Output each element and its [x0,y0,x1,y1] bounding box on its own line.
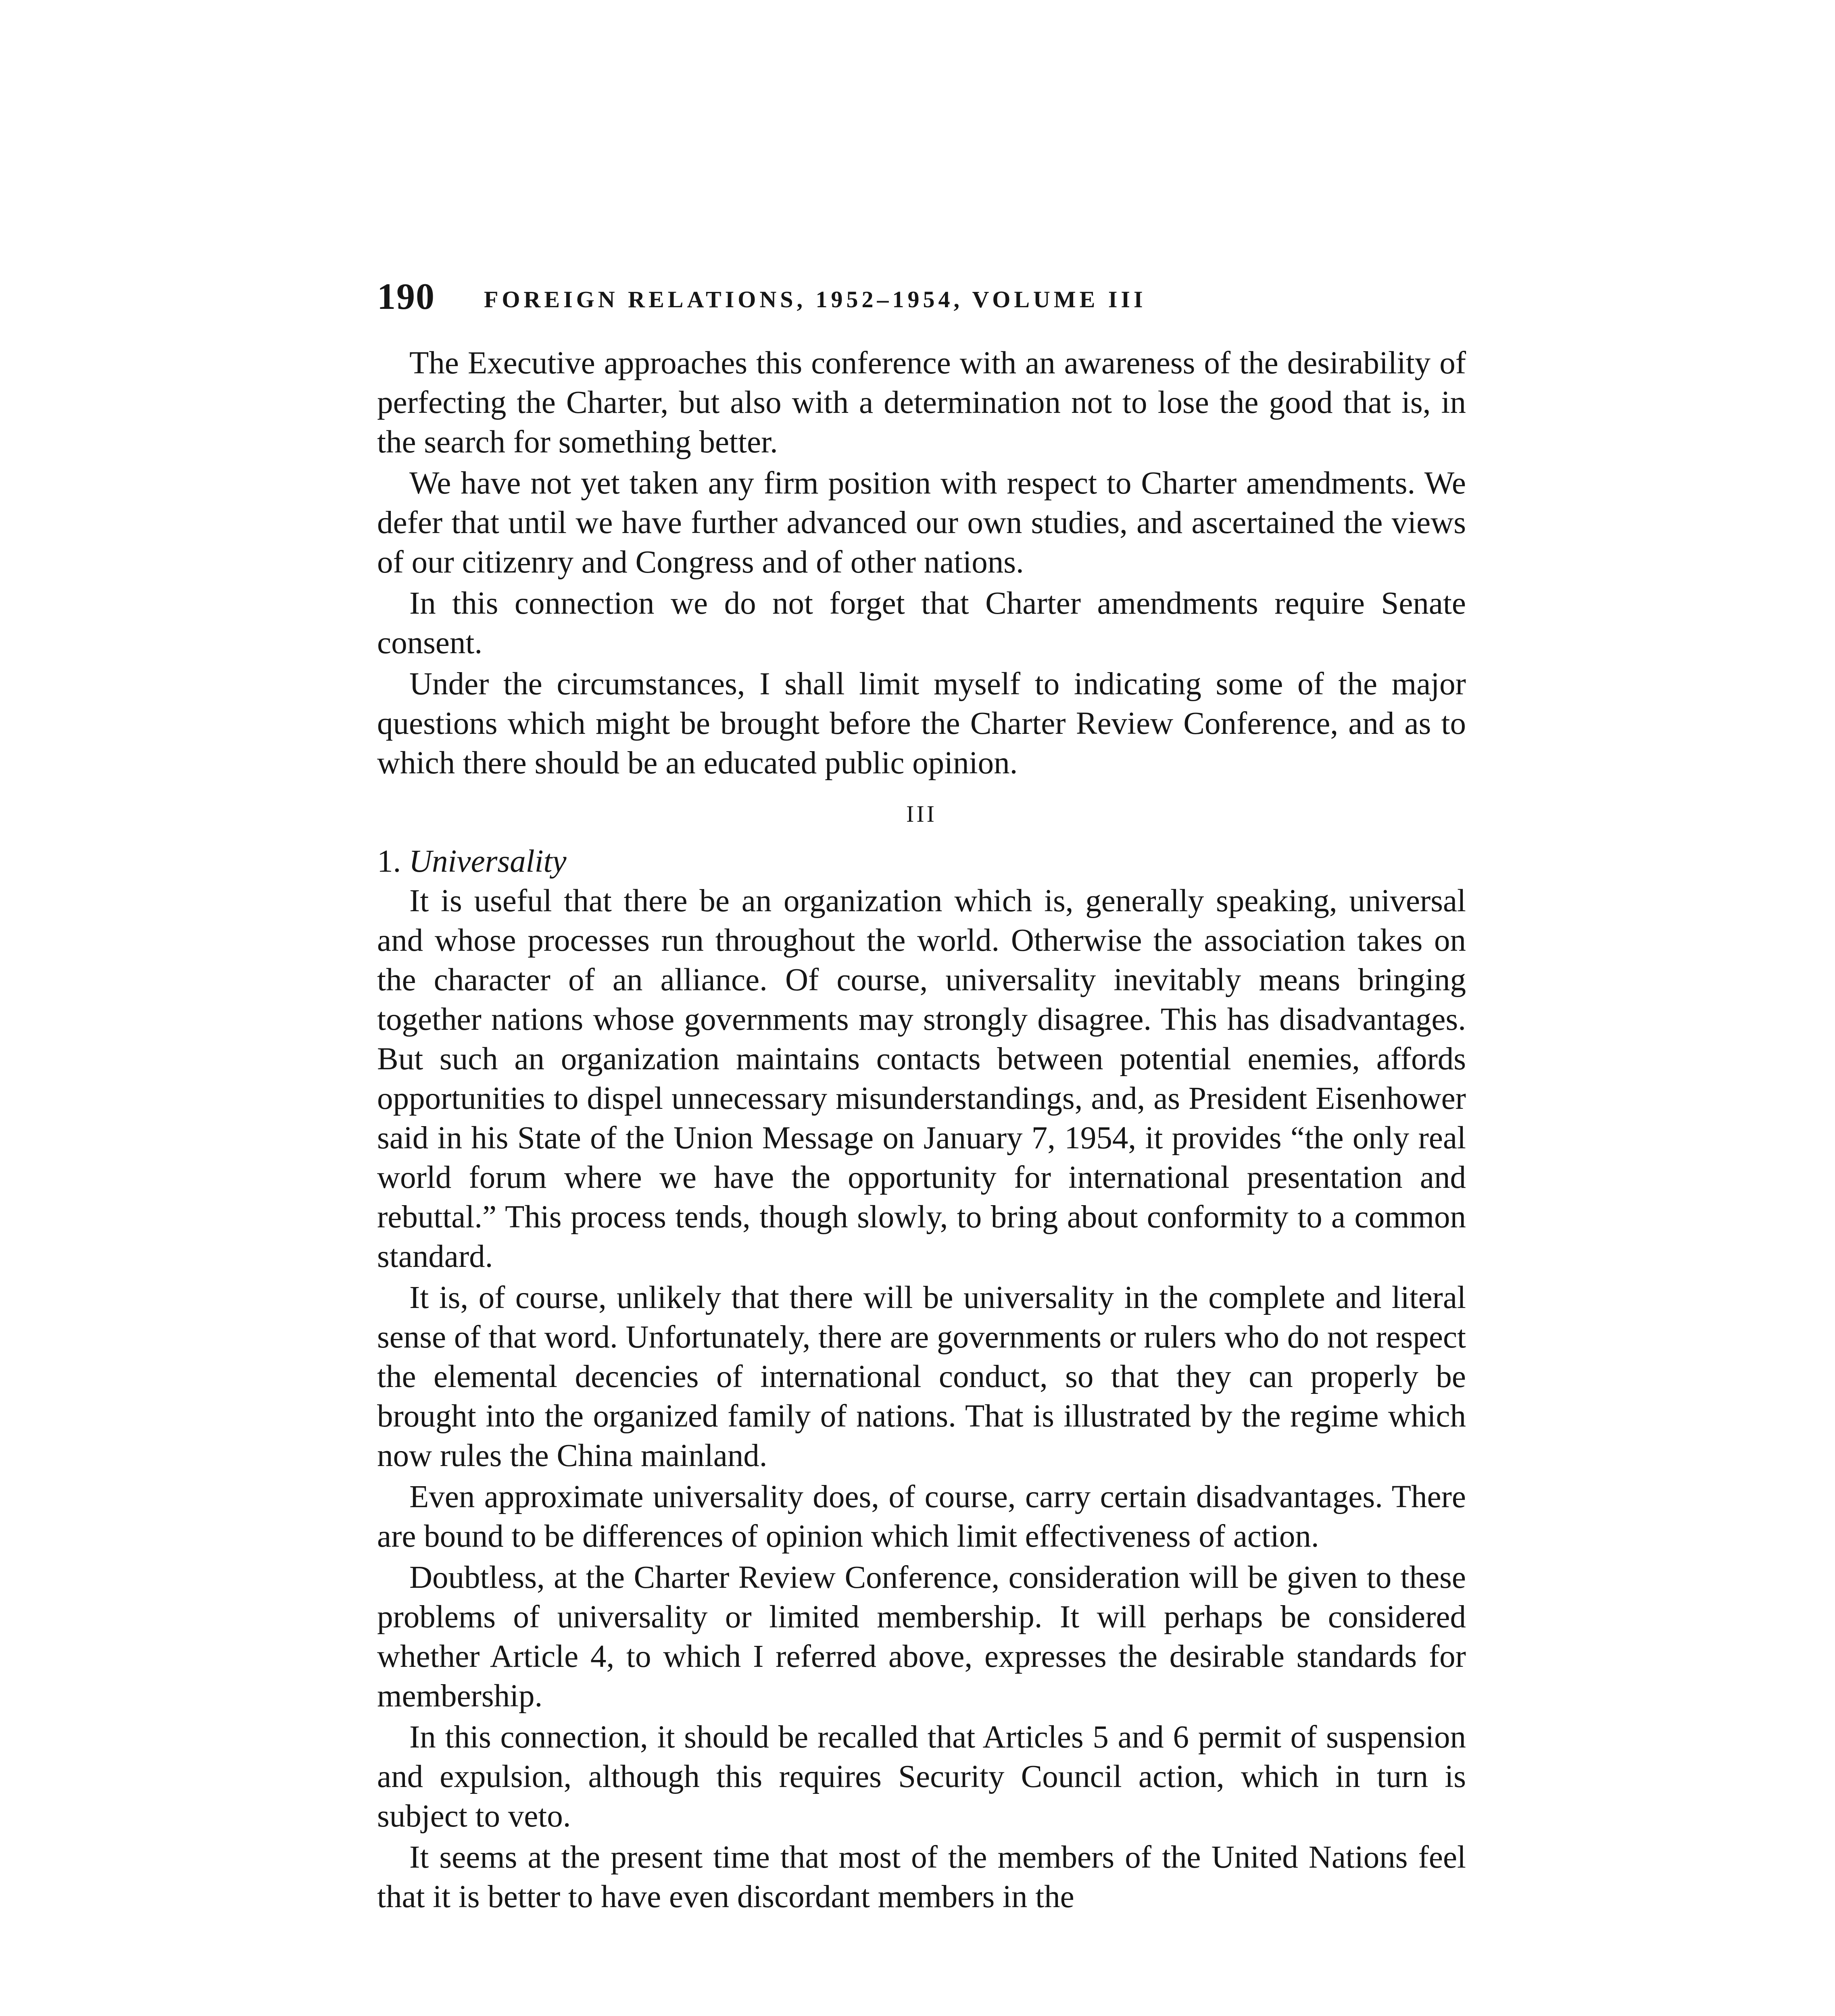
paragraph: In this connection, it should be recalled that Articles 5 and 6 permit of suspension and expulsion, although this requires Security Council action, which in turn is subject to veto. [377,1720,1466,1834]
paragraph: Under the circumstances, I shall limit myself to indicating some of the major questions which might be brought before the Charter Review Conference, and as to which there should be an educated public opinion. [377,666,1466,781]
paragraph: We have not yet taken any firm position with respect to Charter amendments. We defer that until we have further advanced our own studies, and ascertained the views of our citizenry and Congress and of other nations. [377,466,1466,580]
paragraph: The Executive approaches this conference with an awareness of the desirability of perfecting the Charter, but also with a determination not to lose the good that is, in the search for something better. [377,346,1466,460]
paragraph: Even approximate universality does, of course, carry certain disadvantages. There are bound to be differences of opinion which limit effectiveness of action. [377,1479,1466,1554]
paragraph: In this connection we do not forget that Charter amendments require Senate consent. [377,586,1466,660]
section-number: 1. [377,844,401,879]
body-text [377,344,1466,1918]
paragraph: Doubtless, at the Charter Review Conference, consideration will be given to these problems of universality or limited membership. It will perhaps be considered whether Article 4, to which I referred above, expresses the desirable standards for membership. [377,1560,1466,1714]
running-head: FOREIGN RELATIONS, 1952–1954, VOLUME III [484,286,1147,312]
paragraph: It is useful that there be an organization which is, generally speaking, universal and whose processes run throughout the world. Otherwise the association takes on the character of an alliance. Of course, universality inevitably means bringing together nations whose governments may strongly disagree. This has disadvantages. But such an organization maintains contacts between potential enemies, affords opportunities to dispel unnecessary misunderstandings, and, as President Eisenhower said in his State of the Union Message on January 7, 1954, it provides “the only real world forum where we have the opportunity for international presentation and rebuttal.” This process tends, though slowly, to bring about conformity to a common standard. [377,883,1466,1274]
paragraph: It seems at the present time that most of the members of the United Nations feel that it is better to have even discordant members in the [377,1840,1466,1914]
section-heading [377,842,1466,881]
section-title: Universality [409,844,567,879]
section-marker: III [906,801,937,827]
page-header [377,274,1466,323]
paragraph: It is, of course, unlikely that there will be universality in the complete and literal sense of that word. Unfortunately, there are governments or rulers who do not respect the elemental decencies of international conduct, so that they can properly be brought into the organized family of nations. That is illustrated by the regime which now rules the China mainland. [377,1280,1466,1473]
page-number: 190 [377,276,435,317]
